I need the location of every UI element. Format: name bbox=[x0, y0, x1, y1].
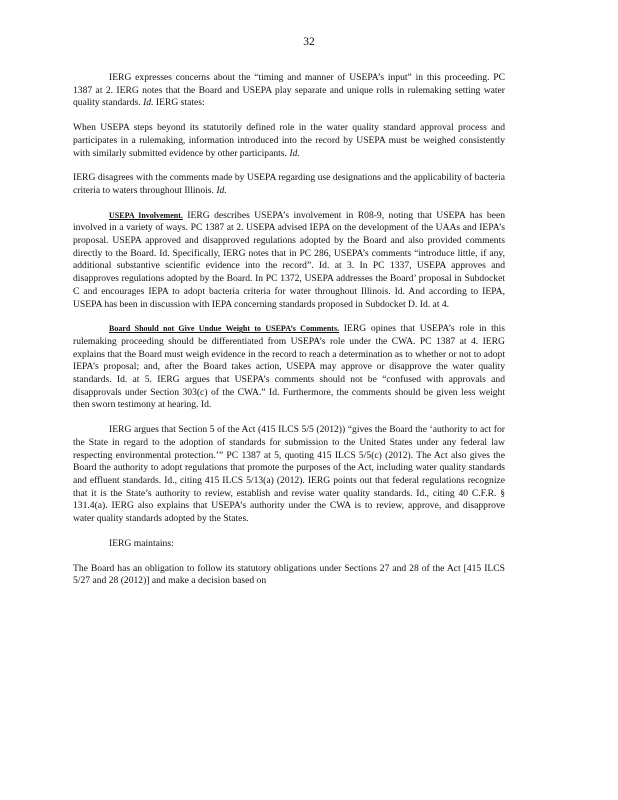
paragraph-ierg-disagrees bbox=[73, 172, 505, 197]
section-heading-usepa-involvement: USEPA Involvement. bbox=[109, 210, 183, 220]
paragraph-text: IERG describes USEPA’s involvement in R08-9, noting that USEPA has been involved in a variety of ways. PC 1387 at 2. USEPA advised IEPA on the development of the UAAs and IEPA’s proposal. USEPA approved and disapproved regulations adopted by the Board and also provided comments directly to the Board. Id. Specifically, IERG notes that in PC 286, USEPA’s comments “introduce little, if any, additional substantive scientific evidence into the record”. Id. at 3. In PC 1337, USEPA approves and disapproves regulations adopted by the Board. In PC 1372, USEPA addresses the Board’ proposal in Subdocket C and encourages IEPA to adopt bacteria criteria for water throughout Illinois. Id. And according to IEPA, USEPA has been in discussion with IEPA concerning standards proposed in Subdocket D. Id. at 4. bbox=[73, 209, 506, 310]
paragraph-text: IERG opines that USEPA’s role in this rulemaking proceeding should be differentiated from USEPA’s role under the CWA. PC 1387 at 4. IERG explains that the Board must weigh evidence in the record to reach a determination as to whether or not to adopt IEPA’s proposal; and, after the Board takes action, USEPA may approve or disapprove the water quality standards. Id. at 5. IERG argues that USEPA’s comments should not be “confused with approvals and disapprovals under Section 303(c) of the CWA.” Id. Furthermore, the comments should be given less weight then sworn testimony at hearing. Id. bbox=[73, 323, 506, 411]
citation-id: Id. bbox=[216, 184, 227, 196]
paragraph-undue-weight bbox=[73, 323, 505, 412]
citation-id: Id. bbox=[289, 147, 300, 159]
page-number: 32 bbox=[303, 36, 315, 48]
citation-id: Id. bbox=[143, 97, 154, 109]
section-heading-undue-weight: Board Should not Give Undue Weight to USEPA’s Comments. bbox=[109, 324, 340, 334]
block-quote-board-obligation: The Board has an obligation to follow its statutory obligations under Sections 27 and 28 of the Act [415 ILCS 5/27 and 28 (2012)] and make a decision based on bbox=[73, 562, 505, 587]
block-quote-usepa-role bbox=[73, 122, 505, 160]
paragraph-section-5-authority: IERG argues that Section 5 of the Act (415 ILCS 5/5 (2012)) “gives the Board the ‘authority to act for the State in regard to the adoption of standards for submission to the United States under any federal law respecting environmental protection.’” PC 1387 at 5, quoting 415 ILCS 5/5(c) (2012). The Act also gives the Board the authority to adopt regulations that promote the purposes of the Act, including water quality standards and effluent standards. Id., citing 415 ILCS 5/13(a) (2012). IERG points out that federal regulations recognize that it is the State’s authority to review, establish and revise water quality standards. Id., citing 40 C.F.R. § 131.4(a). IERG also explains that USEPA’s authority under the CWA is to review, approve, and disapprove water quality standards adopted by the States. bbox=[73, 424, 505, 525]
page-body bbox=[73, 72, 505, 588]
paragraph-text: IERG expresses concerns about the “timing and manner of USEPA’s input” in this proceeding. PC 1387 at 2. IERG notes that the Board and USEPA play separate and unique rolls in rulemaking setting water quality standards. bbox=[73, 72, 505, 109]
paragraph-ierg-maintains: IERG maintains: bbox=[109, 537, 174, 549]
paragraph-text: IERG disagrees with the comments made by USEPA regarding use designations and the applicability of bacteria criteria to waters throughout Illinois. bbox=[73, 172, 505, 196]
paragraph-timing-concerns bbox=[73, 72, 505, 110]
paragraph-text-tail: IERG states: bbox=[153, 97, 205, 109]
quote-text: When USEPA steps beyond its statutorily defined role in the water quality standard approval process and participates in a rulemaking, information introduced into the record by USEPA must be weighed consistently with similarly submitted evidence by other participants. bbox=[73, 122, 505, 159]
paragraph-usepa-involvement bbox=[73, 210, 505, 312]
